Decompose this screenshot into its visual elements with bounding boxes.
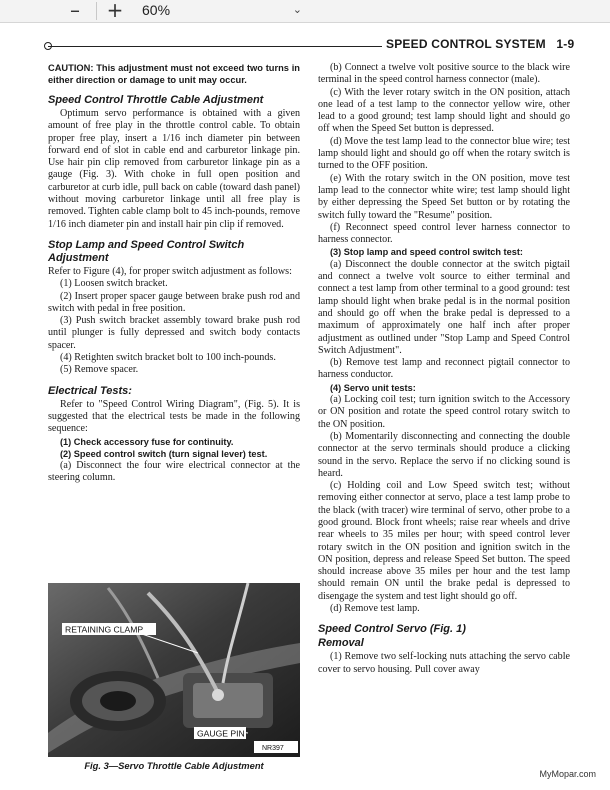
zoom-select[interactable] [136,1,308,20]
footer-watermark: MyMopar.com [539,769,596,779]
figure-label-retaining-clamp: RETAINING CLAMP [65,624,144,635]
test-3b: (b) Remove test lamp and reconnect pigtail connector to harness conductor. [318,357,570,381]
document-page [0,23,610,790]
step-1: (1) Loosen switch bracket. [60,278,168,290]
toolbar-divider [96,2,97,20]
step-2: (2) Insert proper spacer gauge between brake push rod and switch with pedal in free position. [48,290,300,314]
test-1: (1) Check accessory fuse for continuity. [60,436,234,447]
heading-throttle-cable-adjustment: Speed Control Throttle Cable Adjustment [48,94,264,106]
test-2d: (d) Move the test lamp lead to the connector blue wire; test lamp should light and should go off when the rotary switch is turned to the OFF position. [318,135,570,172]
viewer-toolbar [0,0,610,23]
heading-electrical-tests: Electrical Tests: [48,384,132,397]
zoom-in-button[interactable]: + [106,0,124,22]
paragraph-throttle-cable: Optimum servo performance is obtained with a given amount of free play in the throttle control cable. To obtain proper free play, insert a 1/16 inch diameter pin between forward end of slot in cable end and carburetor linkage pin. Use hair pin clip removed from carburetor linkage pin as a gauge (Fig. 3). With choke in full open position and carburetor at curb idle, pull back on cable (toward dash panel) without moving carburetor linkage until all free play is removed. Tighten cable clamp bolt to 45 inch-pounds, remove 1/16 inch diameter pin and install hair pin clip if removed. [48,108,300,230]
step-5: (5) Remove spacer. [60,364,139,376]
test-4c: (c) Holding coil and Low Speed switch test; without removing either connector at servo, place a test lamp probe to the black (with tracer) wire terminal of servo, other probe to a good ground. Block front wheels; raise rear wheels and drive rear wheels to 35 miles per hour; with speed control lever rotary switch in the ON position and ignition switch in the ON position, depress and release Speed Set button. The speed should increase above 35 miles per hour and the test lamp should remain ON until the brake pedal is depressed to disengage the system and test light should go off. [318,480,570,602]
test-4a: (a) Locking coil test; turn ignition switch to the Accessory or ON position and rotate the speed control rotary switch to the ON position. [318,394,570,430]
heading-servo: Speed Control Servo (Fig. 1) [318,623,466,636]
test-2b: (b) Connect a twelve volt positive source to the black wire terminal in the speed control harness connector (male). [318,62,570,86]
step-4: (4) Retighten switch bracket bolt to 100 inch-pounds. [60,352,276,364]
test-4b: (b) Momentarily disconnecting and connecting the double connector at the servo terminals should produce a clicking sound in the servo. Replace the servo if no clicking sound is heard. [318,430,570,479]
figure-3-caption: Fig. 3—Servo Throttle Cable Adjustment [84,760,264,771]
test-2c: (c) With the lever rotary switch in the ON position, attach one lead of a test lamp to the connector yellow wire, other lead to a good ground; test lamp should light and should go off when the Speed Set button is depressed. [318,86,570,135]
test-4: (4) Servo unit tests: [330,382,416,393]
right-column [318,62,570,676]
page-header-title: SPEED CONTROL SYSTEM 1-9 [386,37,575,51]
test-2a: (a) Disconnect the four wire electrical connector at the steering column. [48,460,300,484]
paragraph-switch-intro: Refer to Figure (4), for proper switch adjustment as follows: [48,265,292,277]
heading-removal: Removal [318,637,364,650]
header-rule [48,46,382,47]
zoom-value: 60% [142,2,171,18]
left-column [48,62,300,485]
paragraph-electrical-intro: Refer to "Speed Control Wiring Diagram", (Fig. 5). It is suggested that the electrical tests be made in the following sequence: [48,398,300,435]
heading-stop-lamp-switch-adjustment: Stop Lamp and Speed Control Switch Adjustment [48,238,245,264]
test-2: (2) Speed control switch (turn signal lever) test. [60,448,268,459]
zoom-out-button[interactable]: – [70,0,80,22]
test-2f: (f) Reconnect speed control lever harness connector to harness connector. [318,221,570,246]
figure-3-photo [48,583,300,757]
caution-note: CAUTION: This adjustment must not exceed two turns in either direction or damage to unit may occur. [48,63,300,85]
test-4d: (d) Remove test lamp. [330,603,420,615]
removal-step-1: (1) Remove two self-locking nuts attaching the servo cable cover to servo housing. Pull cover away [318,651,570,675]
figure-code: NR397 [262,745,284,752]
test-2e: (e) With the rotary switch in the ON position, move test lamp lead to the connector white wire; test lamp should light by either depressing the Speed Set button or by rotating the switch fully toward the "Resume" position. [318,172,570,221]
test-3: (3) Stop lamp and speed control switch test: [330,247,523,258]
chevron-down-icon: ⌄ [292,4,302,16]
step-3: (3) Push switch bracket assembly toward brake push rod until plunger is fully depressed and switch body contacts spacer. [48,315,300,351]
test-3a: (a) Disconnect the double connector at the switch pigtail and connect a twelve volt source to either terminal and connect a test lamp from other terminal to a good ground: test lamp should light when brake pedal is in the normal position and should go off when the brake pedal is depressed to a maximum of approximately one half inch after proper adjustment as outlined under "Stop Lamp and Speed Control Switch Adjustment". [318,258,570,356]
figure-label-gauge-pin: GAUGE PIN [197,728,245,739]
